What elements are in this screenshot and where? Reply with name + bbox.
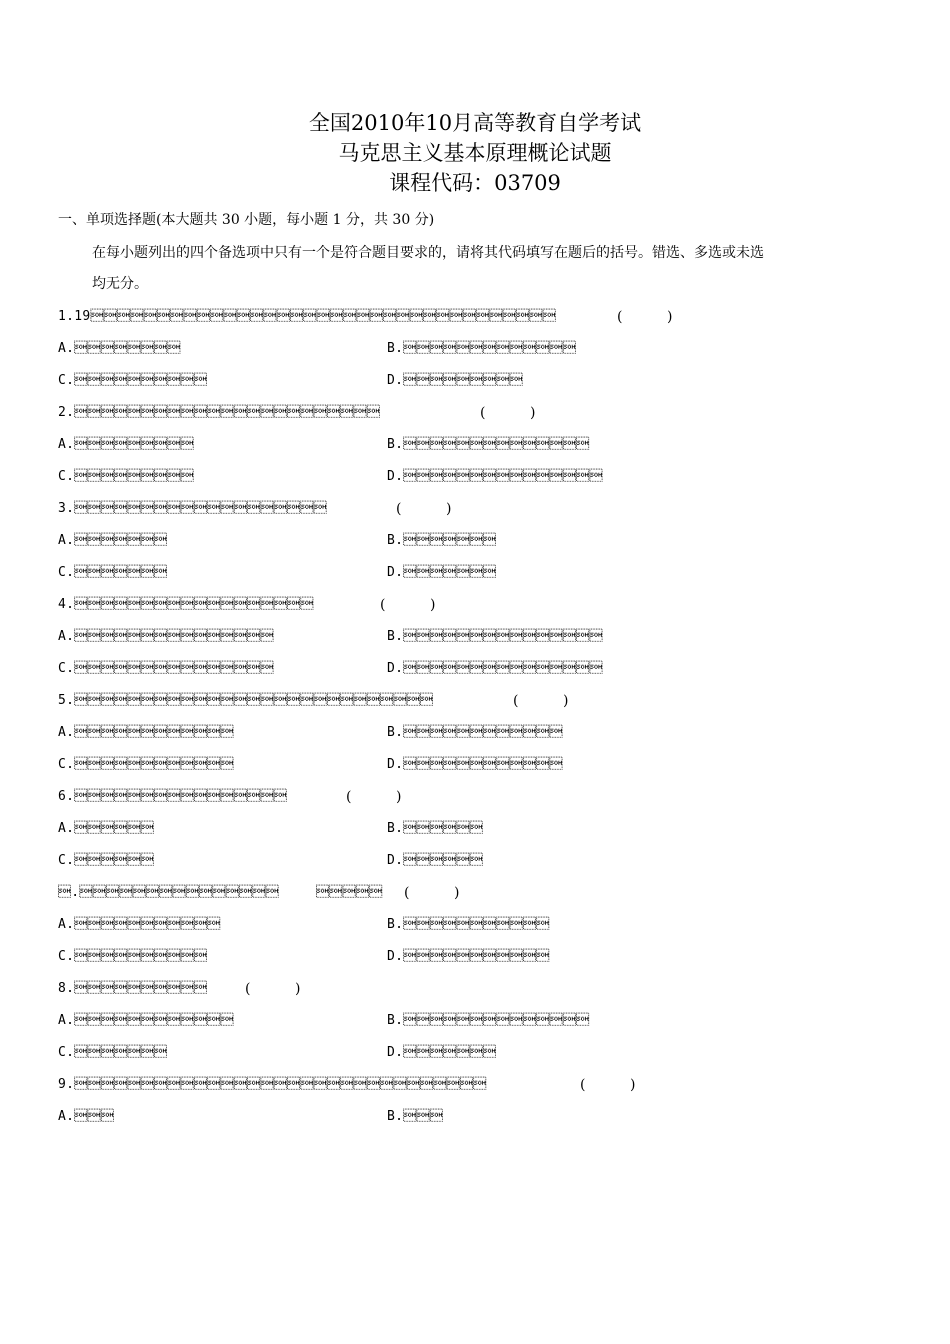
question-7-stem-extra: : [316, 885, 383, 900]
question-8-answer-paren: ( ): [245, 981, 301, 997]
question-8-option-c: C.: [58, 1045, 168, 1060]
question-6-option-c: C.: [58, 853, 155, 868]
question-9-stem: 9.: [58, 1077, 487, 1092]
question-9-answer-paren: ( ): [580, 1077, 636, 1093]
question-3-answer-paren: ( ): [396, 501, 452, 517]
question-3-option-a: A.: [58, 533, 168, 548]
question-5-option-b: B.: [387, 725, 563, 740]
course-code: 课程代码：03709: [389, 171, 561, 195]
question-3-option-d: D.: [387, 565, 497, 580]
question-6-option-b: B.: [387, 821, 484, 836]
question-1-option-c: C.: [58, 373, 208, 388]
question-4-option-d: D.: [387, 661, 603, 676]
section-heading: 一、单项选择题(本大题共 30 小题，每小题 1 分，共 30 分): [58, 212, 435, 228]
question-2-option-a: A.: [58, 437, 194, 452]
question-1-option-d: D.: [387, 373, 523, 388]
question-2-option-b: B.: [387, 437, 590, 452]
question-4-option-c: C.: [58, 661, 274, 676]
question-1-stem: 1.19: [58, 309, 557, 324]
question-9-option-b: B.: [387, 1109, 444, 1124]
question-4-stem: 4.: [58, 597, 314, 612]
section-instruction-line2: 均无分。: [92, 276, 148, 292]
question-1-option-b: B.: [387, 341, 577, 356]
question-1-option-a: A.: [58, 341, 181, 356]
question-6-answer-paren: ( ): [346, 789, 402, 805]
question-3-option-b: B.: [387, 533, 497, 548]
question-7-option-d: D.: [387, 949, 550, 964]
question-4-option-a: A.: [58, 629, 274, 644]
question-4-option-b: B.: [387, 629, 603, 644]
question-2-option-d: D.: [387, 469, 603, 484]
question-2-stem: 2.: [58, 405, 381, 420]
question-7-option-c: C.: [58, 949, 208, 964]
question-5-option-a: A.: [58, 725, 234, 740]
question-2-answer-paren: ( ): [480, 405, 536, 421]
question-7-option-b: B.: [387, 917, 550, 932]
exam-title-line2: 马克思主义基本原理概论试题: [338, 141, 612, 165]
question-5-stem: 5.: [58, 693, 434, 708]
question-8-option-b: B.: [387, 1013, 590, 1028]
question-8-option-a: A.: [58, 1013, 234, 1028]
question-8-option-d: D.: [387, 1045, 497, 1060]
exam-title-line1: 全国2010年10月高等教育自学考试: [308, 111, 642, 135]
question-3-option-c: C.: [58, 565, 168, 580]
question-6-option-d: D.: [387, 853, 484, 868]
question-1-answer-paren: ( ): [617, 309, 673, 325]
question-7-stem: .: [58, 885, 279, 900]
question-6-stem: 6.: [58, 789, 288, 804]
section-instruction-line1: 在每小题列出的四个备选项中只有一个是符合题目要求的，请将其代码填写在题后的括号。错选、多选或未选: [92, 245, 764, 261]
question-6-option-a: A.: [58, 821, 155, 836]
question-5-option-c: C.: [58, 757, 234, 772]
question-9-option-a: A.: [58, 1109, 115, 1124]
question-5-answer-paren: ( ): [513, 693, 569, 709]
question-7-answer-paren: ( ): [404, 885, 460, 901]
question-4-answer-paren: ( ): [380, 597, 436, 613]
question-5-option-d: D.: [387, 757, 563, 772]
question-2-option-c: C.: [58, 469, 194, 484]
question-8-stem: 8.: [58, 981, 208, 996]
question-7-option-a: A.: [58, 917, 221, 932]
question-3-stem: 3.: [58, 501, 327, 516]
